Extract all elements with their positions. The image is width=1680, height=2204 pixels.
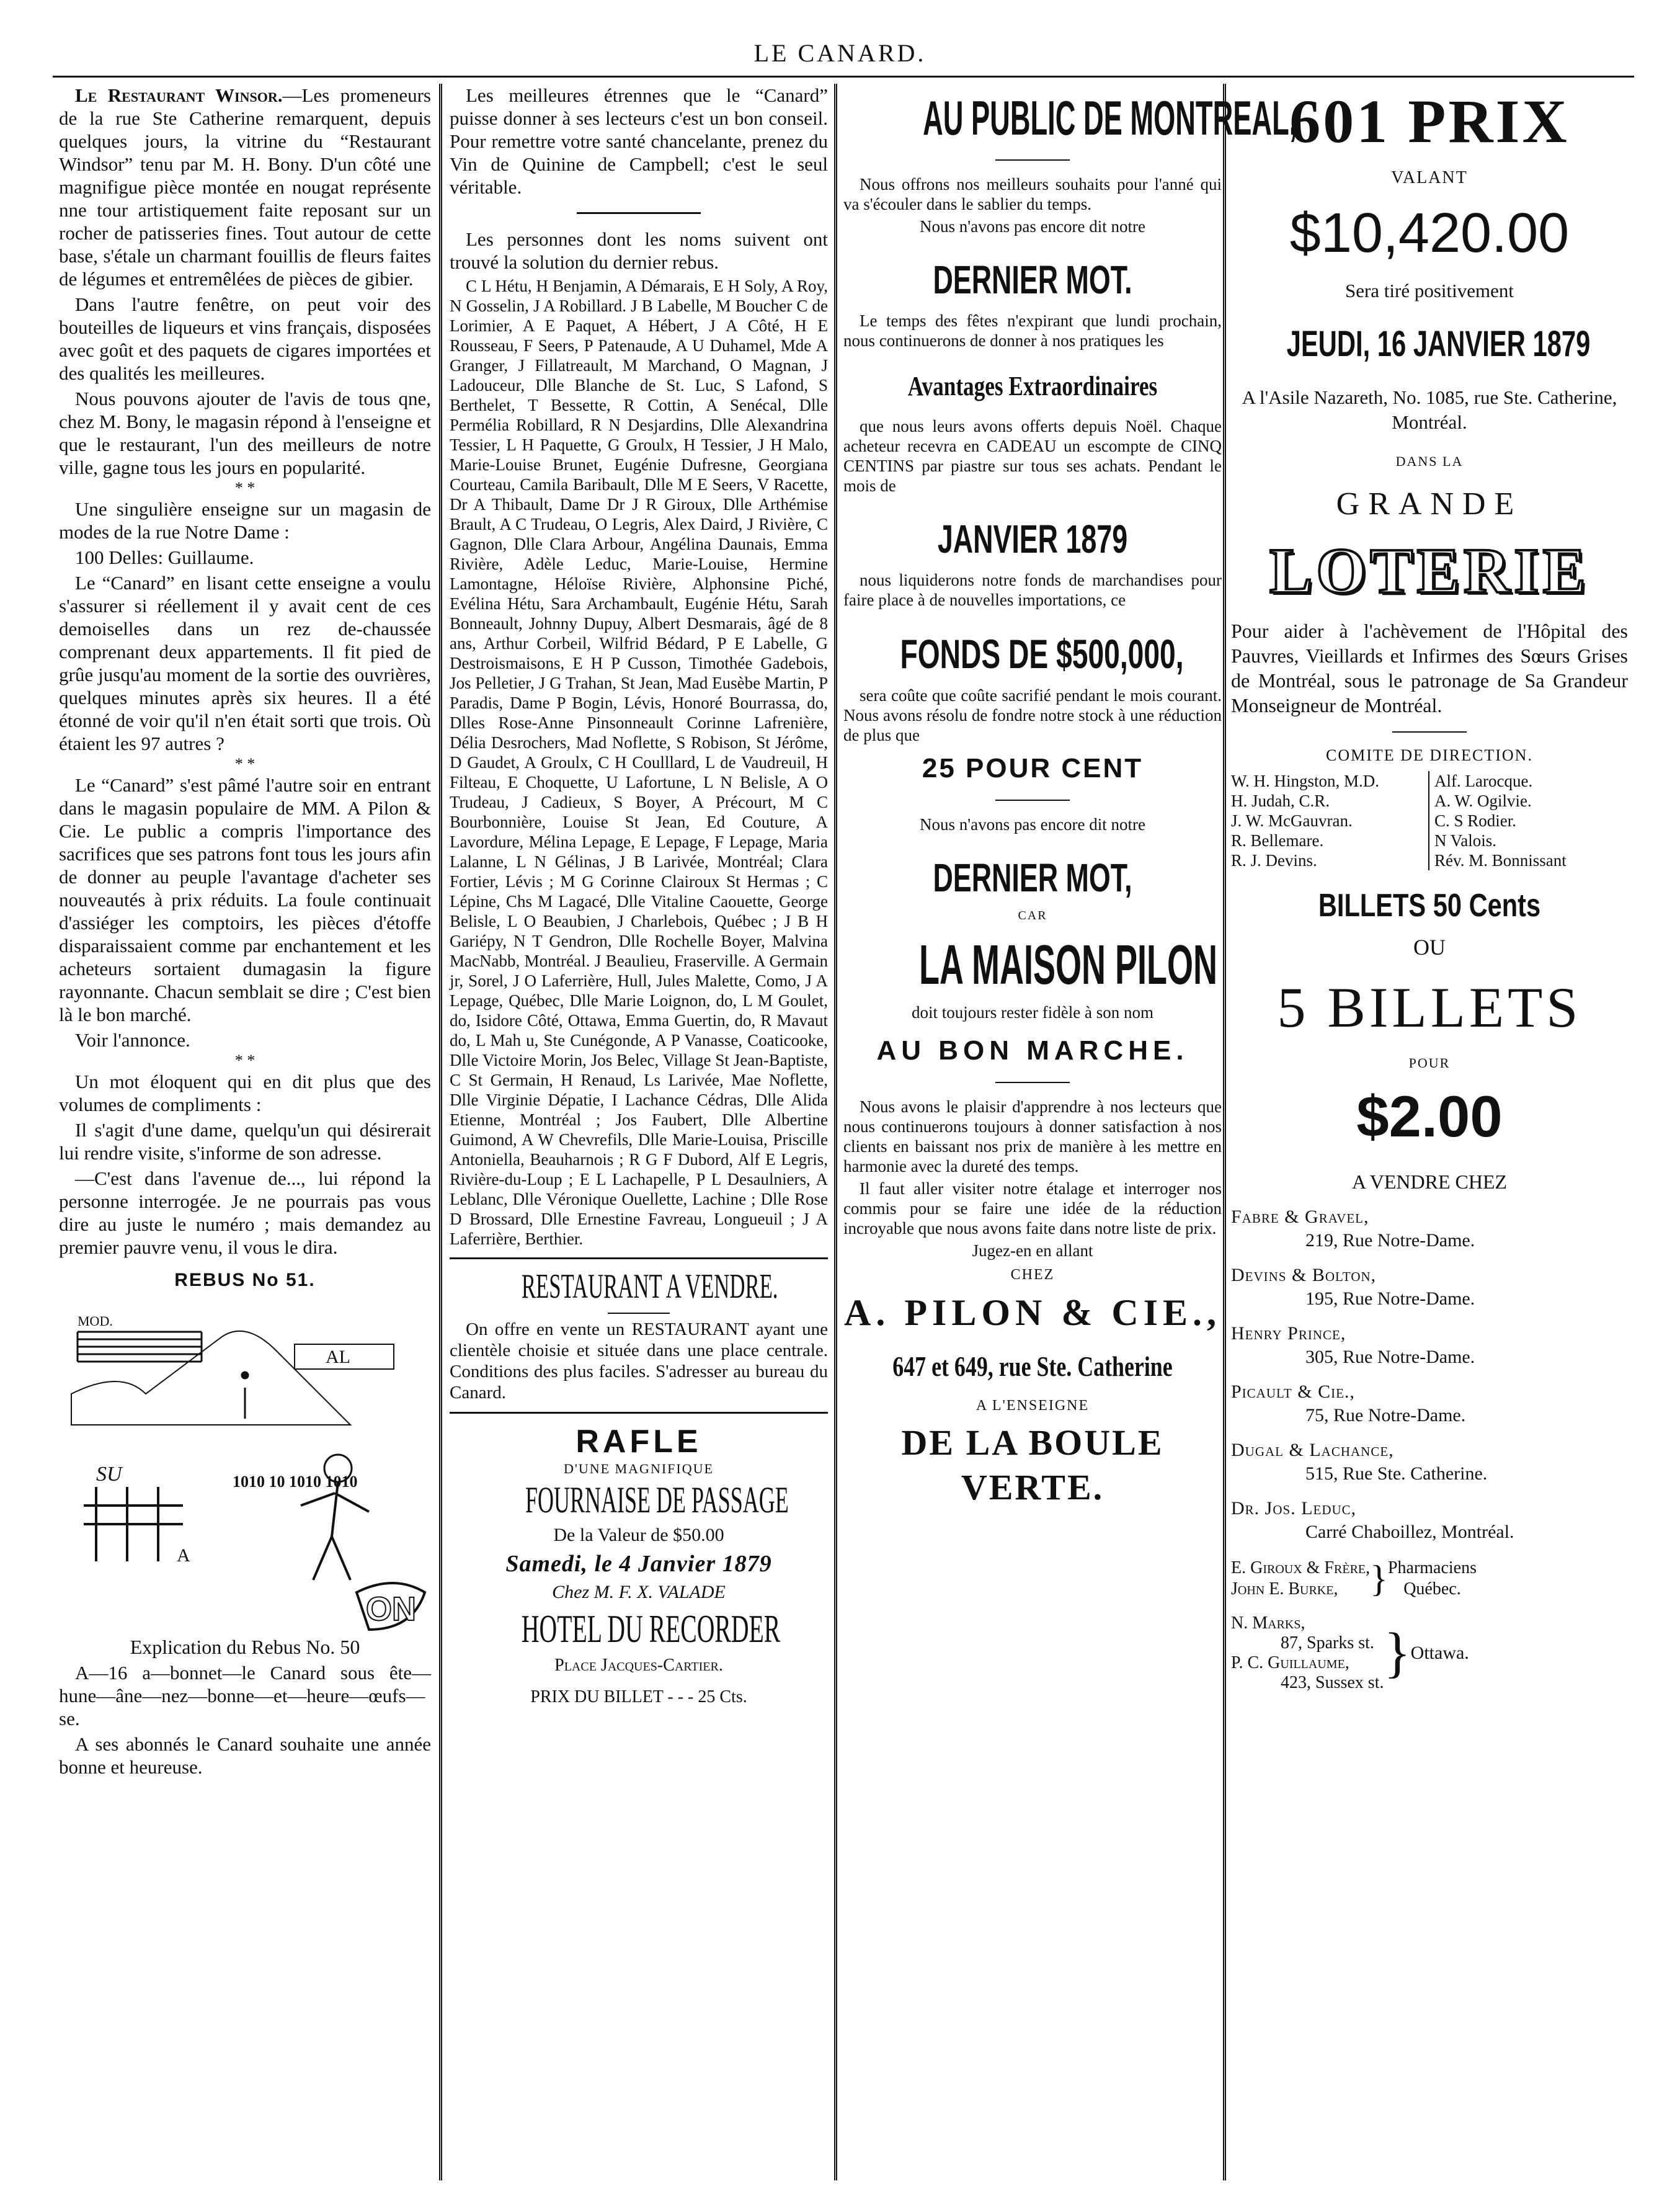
car-label: CAR — [1018, 909, 1047, 922]
restaurant-ad-body: On offre en vente un RESTAURANT ayant une clientèle choisie et située dans une place centrale. Conditions des plus faciles. S'adresser au bureau du Canard. — [450, 1319, 828, 1403]
vendor-entry — [1231, 1380, 1628, 1427]
paragraph: Le “Canard” s'est pâmé l'autre soir en entrant dans le magasin populaire de MM. A Pilon & Cie. Le public a compris l'importance des sacrifices que ses patrons font tous les jours afin de donner au peuple l'avantage d'acheter ses nouveautés à prix réduits. La foule continuait d'assiéger les comptoirs, les pièces d'étoffe disparaissaient comme par enchantement et les acheteurs sortaient dumagasin la figure rayonnante. Chacun semblait se dire ; C'est bien là le bon marché. — [59, 774, 431, 1025]
asile-address: A l'Asile Nazareth, No. 1085, rue Ste. Catherine, Montréal. — [1242, 386, 1617, 433]
maison-pilon-heading: LA MAISON PILON — [919, 934, 1217, 996]
solvers-names: C L Hétu, H Benjamin, A Démarais, E H Soly, A Roy, N Gosselin, J A Robillard. J B Labelle, M Boucher C de Lorimier, A E Paquet, A Hébert, J A Côté, H E Rousseau, F Seers, P Patenaude, A U Duhamel, Mde A Granger, J Fillatreault, M Marchand, O Magnan, J Ladouceur, Dlle Blanche de St. Luc, S Lafond, S Berthelet, T Bessette, R Cottin, A Senécal, Dlle Permélia Robillard, R N Desjardins, Dlle Alexandrina Tessier, L H Paquette, G Groulx, H Tessier, J H Malo, Marie-Louise Brunet, Eugénie Dufresne, Georgiana Courteau, Camila Baribault, Dlle M E Seers, V Racette, Dr A Thibault, Dame Dr J R Giroux, Dlle Arthémise Brault, A C Trudeau, O Legris, Alex Daird, J Rivière, C Gagnon, Dlle Clara Arbour, Angélina Daunais, Emma Rivière, Adèle Leduc, Marie-Louise, Hermine Lamontagne, Héloïse Rivière, Alphonsine Piché, Evélina Hétu, Sara Archambault, Eugénie Hétu, Sarah Bonneault, Johnny Dupuy, Albert Desmarais, âgé de 8 ans, Arthur Corbeil, Wilfrid Bédard, P E Labelle, G Destroismaisons, E H P Cusson, Timothée Gadebois, Jos Pelletier, J G Trahan, St Jean, Mad Eusèbe Martin, P Paradis, Dame P Bogin, Lévis, Honoré Bourrassa, do, Dlles Rose-Anne Pinsonneault Corinne Lafrenière, Délia Desrochers, Mad Noflette, S Robison, St Jérôme, D Gaudet, A Groulx, C H Coulllard, L de Vaudreuil, H Filteau, E Choquette, U Lafortune, L N Belisle, A O Trudeau, J Cadieux, S Boyer, A Précourt, M C Bourbonnière, Louise St Jean, Ed Couture, A Lavordure, Mélina Lepage, E Lepage, F Lepage, Maria Lalanne, L N Gélinas, J B Larivée, Montréal; Clara Fortier, Lévis ; M G Corinne Clairoux St Hermas ; C Lépine, Chs M Lagacé, Dlle Vitaline Caouette, George Belisle, L O Beaubien, J Charlebois, Québec ; J B H Gariépy, N T Gendron, Dlle Rochelle Boyer, Malvina MacNabb, Montréal. J Beaulieu, Fraserville. A Germain jr, Sorel, J O Laferrière, Hull, Jules Malette, Como, J A Lepage, Québec, Dlle Marie Loignon, do, L M Goulet, do, Isidore Côté, Ottawa, Emma Guertin, do, R Mavaut do, L Mah u, Ste Cunégonde, A P Vanasse, Coaticooke, Dlle Victoire Morin, Jos Belec, Village St Jean-Baptiste, C St Germain, H Renaud, Ls Larivée, Mae Noflette, Dlle Virginie Dépatie, I Lachance Cédras, Dlle Alida Etienne, Montréal ; Jos Faubert, Dlle Albertine Guimond, A W Chevrefils, Dlle Marie-Louisa, Priscille Antoniella, Beauharnois ; R G F Dubord, Alf E Legris, Rivière-du-Loup ; E L Lachapelle, P L Desaulniers, A Leblanc, Dlle Véronique Ouellette, Lachine ; Dlle Rose D Brossard, Dlle Ernestine Favreau, Longueuil ; J A Laferrière, Berthier. — [450, 277, 828, 1248]
billets-price: BILLETS 50 Cents — [1318, 888, 1541, 924]
rafle-title: RAFLE — [576, 1424, 702, 1460]
rebus-a-label: A — [177, 1545, 190, 1566]
vendor-address: 219, Rue Notre-Dame. — [1305, 1230, 1475, 1251]
vendor-entry — [1231, 1322, 1628, 1369]
ticket-price: PRIX DU BILLET - - - 25 Cts. — [530, 1687, 747, 1707]
rebus-title: REBUS No 51. — [174, 1270, 316, 1290]
pharmacy-group — [1231, 1558, 1628, 1600]
paragraph: Nous avons le plaisir d'apprendre à nos lecteurs que nous continuerons toujours à donner satisfaction à nos clients en baissant nos prix de manière à les mettre en harmonie avec la dureté des temps. — [843, 1097, 1222, 1176]
paragraph: 100 Delles: Guillaume. — [75, 547, 254, 568]
column-rule — [834, 84, 837, 2180]
divider — [577, 212, 701, 214]
rebus-on-label: ON — [366, 1591, 416, 1628]
vendre-chez-label: A VENDRE CHEZ — [1351, 1171, 1508, 1193]
rebus-number-marks: 1010 10 1010 1010 — [233, 1473, 358, 1491]
pour-label: POUR — [1408, 1055, 1451, 1071]
brace: } — [1370, 1558, 1388, 1599]
windsor-paragraph — [59, 84, 431, 290]
pharmacy-names — [1231, 1558, 1370, 1600]
draw-date: Samedi, le 4 Janvier 1879 — [505, 1551, 772, 1577]
vendor-name: E. Giroux & Frère, — [1231, 1558, 1371, 1577]
paragraph: Jugez-en en allant — [972, 1241, 1093, 1260]
paragraph: Le “Canard” en lisant cette enseigne a voulu s'assurer si réellement il y avait cent de ces demoiselles dans un rez de-chaussée comprenant deux appartements. Il fit pied de grûe jusqu'au moment de la sortie des ouvrières, quelques minutes après six heures. Il a été étonné de voir qu'il n'en était sorti que trois. Où étaient les 97 autres ? — [59, 572, 431, 754]
jeudi-date: JEUDI, 16 JANVIER 1879 — [1286, 324, 1591, 364]
ou-label: OU — [1413, 935, 1446, 960]
separator-stars: * * — [234, 755, 256, 773]
loterie-heading: LOTERIE — [1269, 535, 1589, 607]
two-dollar-price: $2.00 — [1356, 1084, 1503, 1149]
masthead: LE CANARD. — [753, 39, 927, 67]
paragraph: sera coûte que coûte sacrifié pendant le mois courant. Nous avons résolu de fondre notre stock à une réduction de plus que — [843, 686, 1222, 744]
vendor-address: 305, Rue Notre-Dame. — [1305, 1347, 1475, 1367]
restaurant-ad-title: RESTAURANT A VENDRE. — [521, 1267, 778, 1306]
pilon-name: A. PILON & CIE., — [843, 1292, 1222, 1333]
committee-member: H. Judah, C.R. — [1231, 791, 1429, 811]
paragraph: Une singulière enseigne sur un magasin de modes de la rue Notre Dame : — [59, 498, 431, 543]
windsor-lead: Le Restaurant Winsor. — [75, 84, 283, 106]
new-year-wish: A ses abonnés le Canard souhaite une année bonne et heureuse. — [59, 1733, 431, 1778]
committee-member: R. J. Devins. — [1231, 850, 1429, 870]
separator-stars: * * — [234, 1051, 256, 1069]
vendor-address: 87, Sparks st. — [1281, 1633, 1374, 1653]
paragraph: Il s'agit d'une dame, quelqu'un qui désirerait lui rendre visite, s'informe de son adresse. — [59, 1119, 431, 1164]
pharmacy-location — [1388, 1558, 1477, 1600]
vendor-address: 515, Rue Ste. Catherine. — [1305, 1463, 1488, 1484]
chez-valade: Chez M. F. X. VALADE — [552, 1582, 726, 1602]
divider — [995, 800, 1070, 801]
column-4 — [1231, 84, 1628, 2167]
dans-label: DANS LA — [1395, 453, 1464, 469]
rebus-explanation-title: Explication du Rebus No. 50 — [130, 1636, 360, 1658]
vendor-name: Dr. Jos. Leduc, — [1231, 1498, 1357, 1519]
column-rule — [1223, 84, 1226, 2180]
paragraph: que nous leurs avons offerts depuis Noël. Chaque acheteur recevra en CADEAU un escompte de CINQ CENTINS par piastre sur tous ses achats. Pendant le mois de — [843, 417, 1222, 495]
comite-title: COMITE DE DIRECTION. — [1326, 746, 1533, 764]
enseigne-label: A L'ENSEIGNE — [976, 1398, 1090, 1414]
paragraph: Nous n'avons pas encore dit notre — [919, 815, 1146, 834]
paragraph: Un mot éloquent qui en dit plus que des volumes de compliments : — [59, 1071, 431, 1115]
ad-title-public: AU PUBLIC DE MONTREAL, — [923, 91, 1297, 145]
vendor-name: Henry Prince, — [1231, 1323, 1346, 1344]
vendor-name: Dugal & Lachance, — [1231, 1440, 1394, 1460]
paragraph: Nous n'avons pas encore dit notre — [919, 217, 1146, 236]
bon-marche-heading: AU BON MARCHE. — [876, 1035, 1189, 1066]
hotel-place: Place Jacques-Cartier. — [554, 1656, 723, 1675]
brace: } — [1384, 1622, 1411, 1684]
paragraph: Le temps des fêtes n'expirant que lundi prochain, nous continuerons de donner à nos pratiques les — [843, 311, 1222, 350]
windsor-text: —Les promeneurs de la rue Ste Catherine remarquent, depuis quelques jours, la vitrine du “Restaurant Windsor” tenu par M. H. Bony. D'un côté une magnifigue pièce montée en nougat représente nne tour artistiquement faite reposant sur un rocher de patisseries fines. Tout autour de cette base, s'étale un charmant fouillis de fleurs faites de légumes et entremêlées de pièces de gibier. — [59, 84, 431, 290]
column-1 — [59, 84, 431, 2167]
vendor-name: N. Marks, — [1231, 1613, 1305, 1633]
divider — [608, 1313, 670, 1314]
committee-member: J. W. McGauvran. — [1231, 811, 1429, 831]
top-rule — [53, 76, 1634, 78]
total-amount: $10,420.00 — [1289, 202, 1570, 264]
ottawa-vendors — [1231, 1613, 1384, 1693]
vendor-entry — [1231, 1497, 1628, 1544]
quebec-label: Québec. — [1403, 1579, 1461, 1599]
vendor-name: Devins & Bolton, — [1231, 1265, 1377, 1285]
boule-verte-heading: DE LA BOULE VERTE. — [901, 1422, 1164, 1507]
quinine-advice: Les meilleures étrennes que le “Canard” puisse donner à ses lecteurs c'est un bon conseil. Pour remettre votre santé chancelante, prenez du Vin de Quinine de Campbell; c'est le seul véritable. — [450, 84, 828, 198]
rebus-mod-label: MOD. — [78, 1313, 113, 1329]
column-2 — [450, 84, 828, 2167]
fonds-heading: FONDS DE $500,000, — [900, 631, 1184, 677]
vendor-entry — [1231, 1205, 1628, 1252]
paragraph: Dans l'autre fenêtre, on peut voir des bouteilles de liqueurs et vins français, disposées avec goût et des paquets de cigares importées et des qualités les meilleures. — [59, 293, 431, 384]
vendor-name: Fabre & Gravel, — [1231, 1207, 1369, 1227]
grande-heading: GRANDE — [1336, 486, 1523, 522]
rebus-explanation: A—16 a—bonnet—le Canard sous ête— hune—âne—nez—bonne—et—heure—œufs—se. — [59, 1662, 431, 1729]
paragraph: doit toujours rester fidèle à son nom — [912, 1003, 1153, 1022]
ottawa-label: Ottawa. — [1410, 1643, 1469, 1663]
prix-heading: 601 PRIX — [1289, 87, 1570, 156]
paragraph: —C'est dans l'avenue de..., lui répond la personne interrogée. Je ne pourrais pas vous dire au juste le numéro ; mais demandez au premier pauvre venu, il vous le dira. — [59, 1167, 431, 1258]
rafle-subtitle: D'UNE MAGNIFIQUE — [564, 1461, 714, 1476]
committee-member: W. H. Hingston, M.D. — [1231, 771, 1429, 791]
rebus-al-label: AL — [326, 1347, 350, 1367]
vendor-address: Carré Chaboillez, Montréal. — [1305, 1522, 1514, 1542]
committee-member: A. W. Ogilvie. — [1434, 792, 1532, 810]
committee-member: N Valois. — [1434, 831, 1497, 850]
vendor-address: 195, Rue Notre-Dame. — [1305, 1288, 1475, 1309]
vendor-address: 423, Sussex st. — [1281, 1673, 1384, 1692]
vendor-name: Picault & Cie., — [1231, 1381, 1355, 1402]
committee-member: R. Bellemare. — [1231, 831, 1429, 850]
solvers-intro: Les personnes dont les noms suivent ont trouvé la solution du dernier rebus. — [450, 228, 828, 273]
separator-stars: * * — [234, 479, 256, 497]
paragraph: Il faut aller visiter notre étalage et interroger nos commis pour se faire une idée de la réduction incroyable que nous avons faite dans notre liste de prix. — [843, 1179, 1222, 1238]
pilon-address: 647 et 649, rue Ste. Catherine — [892, 1350, 1173, 1382]
valant-label: VALANT — [1391, 168, 1468, 187]
rebus-su-label: SU — [96, 1463, 122, 1486]
loterie-purpose: Pour aider à l'achèvement de l'Hôpital des Pauvres, Vieillards et Infirmes des Sœurs Grises de Montréal, sous le patronage de Sa Grandeur Monseigneur de Montréal. — [1231, 620, 1628, 716]
cinq-billets-heading: 5 BILLETS — [1277, 976, 1582, 1039]
committee-list — [1231, 771, 1628, 870]
divider — [995, 159, 1070, 161]
chez-label: CHEZ — [1010, 1267, 1055, 1283]
dernier-mot-heading-2: DERNIER MOT, — [933, 855, 1132, 900]
tire-text: Sera tiré positivement — [1344, 280, 1514, 301]
rebus-illustration — [59, 1301, 431, 1636]
divider — [1392, 731, 1467, 733]
rebus-drawing — [59, 1301, 431, 1636]
pour-cent-heading: 25 POUR CENT — [922, 753, 1144, 783]
avantages-heading: Avantages Extraordinaires — [907, 371, 1158, 401]
dernier-mot-heading: DERNIER MOT. — [933, 257, 1132, 302]
paragraph: Voir l'annonce. — [75, 1029, 190, 1051]
committee-member: Rév. M. Bonnissant — [1434, 851, 1567, 870]
vendor-name: John E. Burke, — [1231, 1579, 1338, 1599]
vendor-entry — [1231, 1439, 1628, 1486]
committee-member: C. S Rodier. — [1434, 811, 1517, 830]
pharmaciens-label: Pharmaciens — [1387, 1558, 1477, 1577]
vendor-entry — [1231, 1264, 1628, 1311]
hotel-title: HOTEL DU RECORDER — [521, 1607, 781, 1651]
paragraph: nous liquiderons notre fonds de marchandises pour faire place à de nouvelles importations, ce — [843, 571, 1222, 609]
fournaise-value: De la Valeur de $50.00 — [553, 1525, 724, 1545]
divider — [995, 1082, 1070, 1083]
committee-member: Alf. Larocque. — [1434, 772, 1533, 790]
paragraph: Nous pouvons ajouter de l'avis de tous qne, chez M. Bony, le magasin répond à l'enseigne et que le restaurant, l'un des meilleurs de notre ville, gagne tous les jours en popularité. — [59, 388, 431, 478]
vendor-address: 75, Rue Notre-Dame. — [1305, 1405, 1466, 1425]
column-rule — [439, 84, 442, 2180]
fournaise-title: FOURNAISE DE PASSAGE — [525, 1479, 789, 1520]
ottawa-group — [1231, 1613, 1628, 1693]
janvier-heading: JANVIER 1879 — [937, 517, 1128, 561]
restaurant-ad — [450, 1257, 828, 1414]
vendor-name: P. C. Guillaume, — [1231, 1653, 1349, 1672]
paragraph: Nous offrons nos meilleurs souhaits pour l'anné qui va s'écouler dans le sablier du temps. — [843, 175, 1222, 213]
